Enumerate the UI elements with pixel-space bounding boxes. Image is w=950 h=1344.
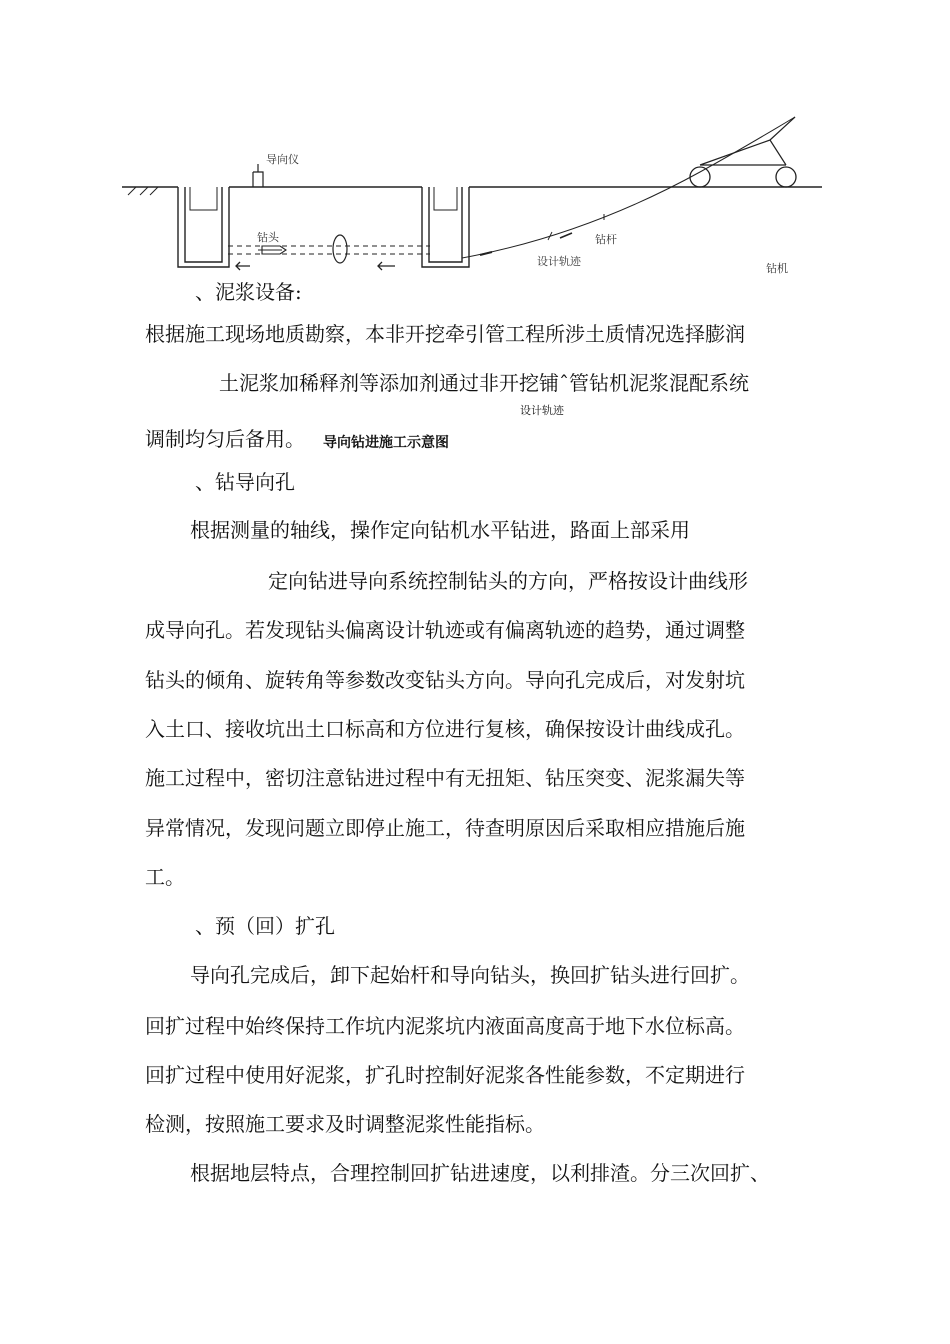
label-guide-instrument: 导向仪: [266, 153, 299, 166]
label-drill-rig: 钻机: [766, 262, 788, 275]
rig-wheel-right: [776, 167, 796, 187]
launch-pit: [178, 187, 229, 267]
paragraph-line: 回扩过程中始终保持工作坑内泥浆坑内液面高度高于地下水位标高。: [145, 1014, 745, 1038]
rig-wheel-left: [690, 167, 710, 187]
drill-head-icon: [258, 246, 286, 254]
guide-instrument-icon: [253, 164, 263, 187]
drill-rig-frame: [700, 117, 795, 165]
paragraph-line: 导向孔完成后，卸下起始杆和导向钻头，换回扩钻头进行回扩。: [190, 963, 750, 987]
paragraph-line: 施工过程中，密切注意钻进过程中有无扭矩、钻压突变、泥浆漏失等: [145, 766, 745, 790]
paragraph-line: 土泥浆加稀释剂等添加剂通过非开挖铺ˆ管钻机泥浆混配系统: [219, 371, 749, 395]
paragraph-line: 根据测量的轴线，操作定向钻机水平钻进，路面上部采用: [190, 518, 690, 542]
paragraph-line: 根据地层特点，合理控制回扩钻进速度，以利排渣。分三次回扩、: [190, 1161, 770, 1185]
receive-pit: [422, 187, 469, 267]
paragraph-line: 工。: [145, 865, 185, 889]
paragraph-line: 定向钻进导向系统控制钻头的方向，严格按设计曲线形: [268, 569, 748, 593]
heading-mud-equipment: 、泥浆设备:: [195, 280, 302, 304]
label-design-track: 设计轨迹: [537, 255, 581, 268]
paragraph-line: 根据施工现场地质勘察，本非开挖牵引管工程所涉土质情况选择膨润: [145, 322, 745, 346]
paragraph-line: 检测，按照施工要求及时调整泥浆性能指标。: [145, 1112, 545, 1136]
paragraph-line: 异常情况，发现问题立即停止施工，待查明原因后采取相应措施后施: [145, 816, 745, 840]
paragraph-line: 钻头的倾角、旋转角等参数改变钻头方向。导向孔完成后，对发射坑: [145, 668, 745, 692]
paragraph-line: 调制均匀后备用。: [145, 427, 305, 451]
reamer-icon: [333, 235, 347, 263]
floating-label-design-track: 设计轨迹: [520, 404, 564, 417]
guided-drilling-diagram: [0, 0, 950, 300]
heading-guide-hole: 、钻导向孔: [195, 470, 295, 494]
figure-caption: 导向钻进施工示意图: [323, 435, 449, 451]
label-drill-head: 钻头: [257, 231, 279, 244]
label-drill-rod: 钻杆: [595, 233, 617, 246]
heading-reaming: 、预（回）扩孔: [195, 914, 335, 938]
paragraph-line: 入土口、接收坑出土口标高和方位进行复核，确保按设计曲线成孔。: [145, 717, 745, 741]
paragraph-line: 回扩过程中使用好泥浆，扩孔时控制好泥浆各性能参数，不定期进行: [145, 1063, 745, 1087]
paragraph-line: 成导向孔。若发现钻头偏离设计轨迹或有偏离轨迹的趋势，通过调整: [145, 618, 745, 642]
